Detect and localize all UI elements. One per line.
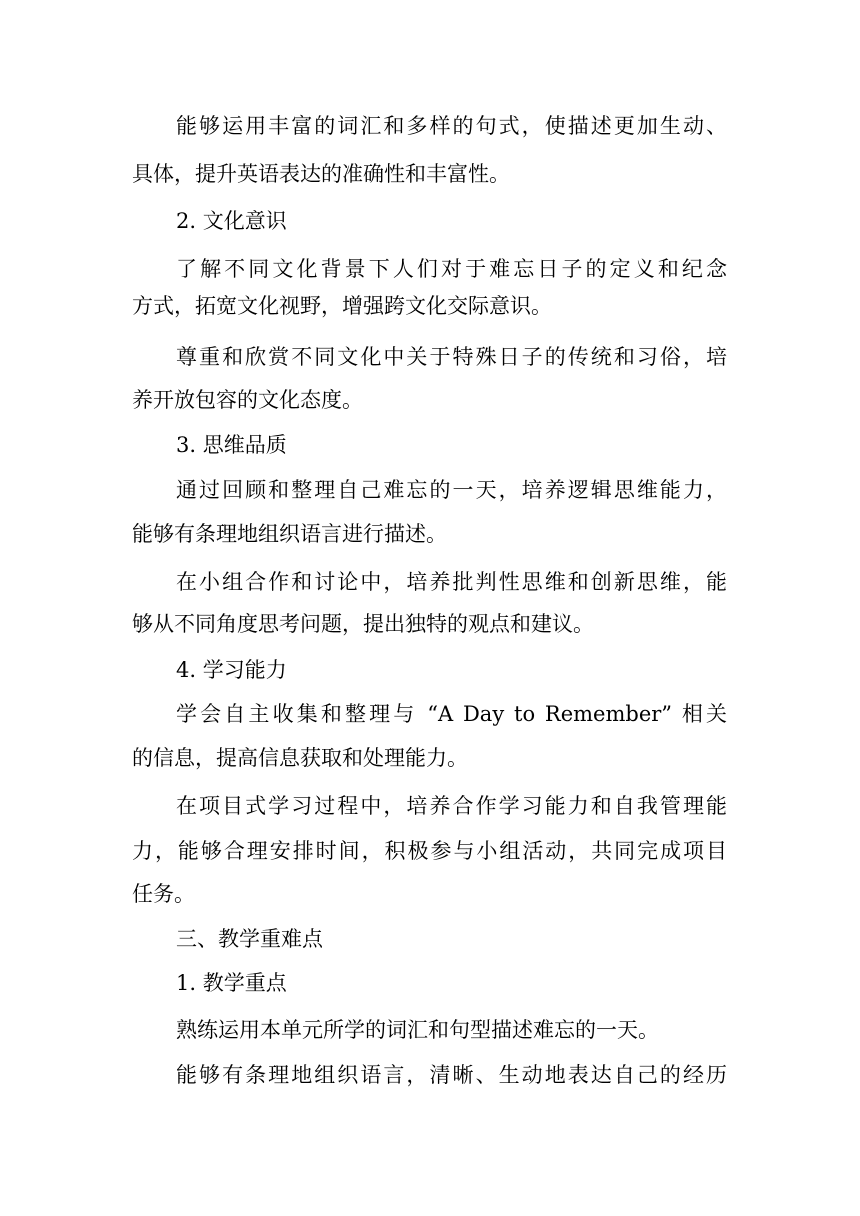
paragraph-line: 能够运用丰富的词汇和多样的句式，使描述更加生动、: [176, 114, 727, 138]
paragraph-line: 能够有条理地组织语言，清晰、生动地表达自己的经历: [176, 1063, 727, 1087]
paragraph-line: 任务。: [132, 882, 195, 906]
paragraph-line: 学会自主收集和整理与 “A Day to Remember” 相关: [176, 702, 727, 726]
section-heading-learning-ability: 4. 学习能力: [176, 658, 287, 682]
paragraph-line: 尊重和欣赏不同文化中关于特殊日子的传统和习俗，培: [176, 345, 727, 369]
paragraph-line: 具体，提升英语表达的准确性和丰富性。: [132, 162, 510, 186]
section-heading-thinking-quality: 3. 思维品质: [176, 433, 287, 457]
section-heading-cultural-awareness: 2. 文化意识: [176, 209, 287, 233]
paragraph-line: 在小组合作和讨论中，培养批判性思维和创新思维，能: [176, 570, 727, 594]
paragraph-line: 能够有条理地组织语言进行描述。: [132, 522, 447, 546]
paragraph-line: 通过回顾和整理自己难忘的一天，培养逻辑思维能力，: [176, 478, 727, 502]
paragraph-line: 力，能够合理安排时间，积极参与小组活动，共同完成项目: [132, 839, 727, 863]
paragraph-line: 熟练运用本单元所学的词汇和句型描述难忘的一天。: [176, 1018, 659, 1042]
paragraph-line: 方式，拓宽文化视野，增强跨文化交际意识。: [132, 294, 552, 318]
paragraph-line: 养开放包容的文化态度。: [132, 388, 363, 412]
paragraph-line: 在项目式学习过程中，培养合作学习能力和自我管理能: [176, 794, 727, 818]
paragraph-line: 够从不同角度思考问题，提出独特的观点和建议。: [132, 612, 594, 636]
paragraph-line: 的信息，提高信息获取和处理能力。: [132, 746, 468, 770]
section-heading-teaching-focus: 三、教学重难点: [176, 927, 323, 951]
subsection-heading-key-points: 1. 教学重点: [176, 971, 287, 995]
paragraph-line: 了解不同文化背景下人们对于难忘日子的定义和纪念: [176, 257, 727, 281]
